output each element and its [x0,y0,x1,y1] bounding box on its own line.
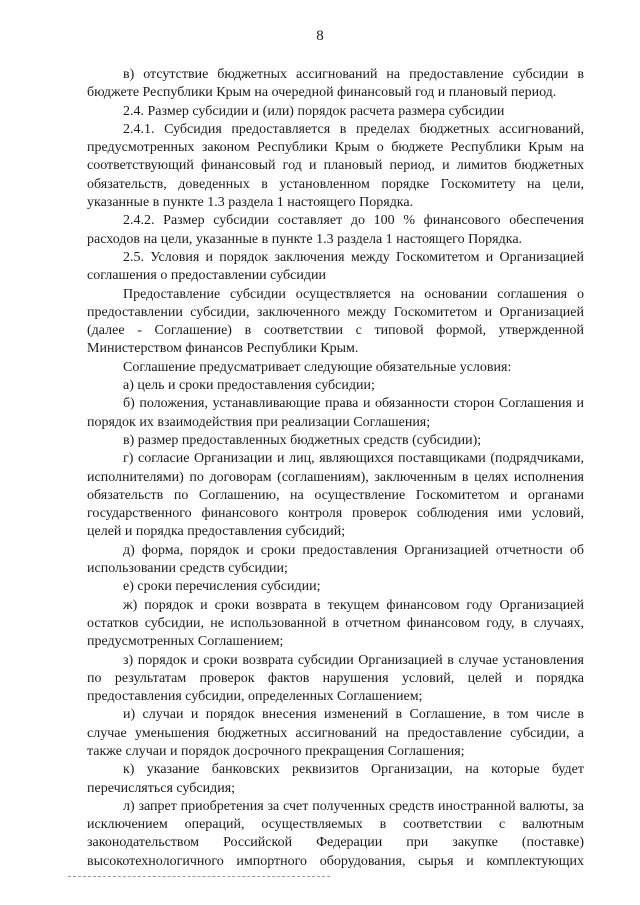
list-item-l: л) запрет приобретения за счет полученных средств иностранной валюты, за исключением операций, осуществляемых в соответствии с валютным законодательством Российской Федерации при закупке (поставке) высокотехнологичного импортного оборудования, сырья и комплектующих [87,798,584,869]
paragraph-subsidy-basis: Предоставление субсидии осуществляется на основании соглашения о предоставлении субсидии, заключенного между Госкомитетом и Организацией (далее - Соглашение) в соответствии с типовой формой, утвержденной Министерством финансов Республики Крым. [87,286,584,357]
list-item-b: б) положения, устанавливающие права и обязанности сторон Соглашения и порядок их взаимодействия при реализации Соглашения; [87,396,584,430]
paragraph-budget-absence: в) отсутствие бюджетных ассигнований на предоставление субсидии в бюджете Республики Крым на очередной финансовый год и плановый период. [87,67,584,101]
paragraph-agreement-conditions: Соглашение предусматривает следующие обязательные условия: [123,359,512,375]
list-item-k: к) указание банковских реквизитов Организации, на которые будет перечисляться субсидия; [87,762,584,796]
heading-2-5: 2.5. Условия и порядок заключения между Госкомитетом и Организацией соглашения о предоставлении субсидии [87,249,584,284]
list-item-e: е) сроки перечисления субсидии; [123,579,321,595]
list-item-zh: ж) порядок и сроки возврата в текущем финансовом году Организацией остатков субсидии, не использованной в отчетном финансовом году, в случаях, предусмотренных Соглашением; [87,597,584,650]
page-number: 8 [316,28,324,44]
footer-divider [68,876,330,877]
list-item-g: г) согласие Организации и лиц, являющихся поставщиками (подрядчиками, исполнителями) по договорам (соглашениям), заключенным в целях исполнения обязательств по Соглашению, на осуществление Госкомитетом и органами государственного финансового контроля проверок соблюдения ими условий, целей и порядка предоставления субсидий; [87,451,584,540]
paragraph-2-4-1: 2.4.1. Субсидия предоставляется в пределах бюджетных ассигнований, предусмотренных законом Республики Крым о бюджете Республики Крым на соответствующий финансовый год и плановый период, и лимитов бюджетных обязательств, доведенных в установленном порядке Госкомитету на цели, указанные в пункте 1.3 раздела 1 настоящего Порядка. [87,121,584,211]
list-item-d: д) форма, порядок и сроки предоставления Организацией отчетности об использовании средств субсидии; [87,542,584,577]
paragraph-2-4-2: 2.4.2. Размер субсидии составляет до 100 % финансового обеспечения расходов на цели, указанные в пункте 1.3 раздела 1 настоящего Порядка. [87,213,584,247]
list-item-a: а) цель и сроки предоставления субсидии; [123,378,375,394]
list-item-v: в) размер предоставленных бюджетных средств (субсидии); [123,432,482,448]
list-item-z: з) порядок и сроки возврата субсидии Организацией в случае установления по результатам проверок фактов нарушения условий, целей и порядка предоставления субсидии, определенных Соглашением; [87,652,584,705]
document-body [87,66,584,871]
heading-2-4: 2.4. Размер субсидии и (или) порядок расчета размера субсидии [123,103,505,119]
list-item-i: и) случаи и порядок внесения изменений в Соглашение, в том числе в случае уменьшения бюджетных ассигнований на предоставление субсидии, а также случаи и порядок досрочного прекращения Соглашения; [87,707,584,759]
